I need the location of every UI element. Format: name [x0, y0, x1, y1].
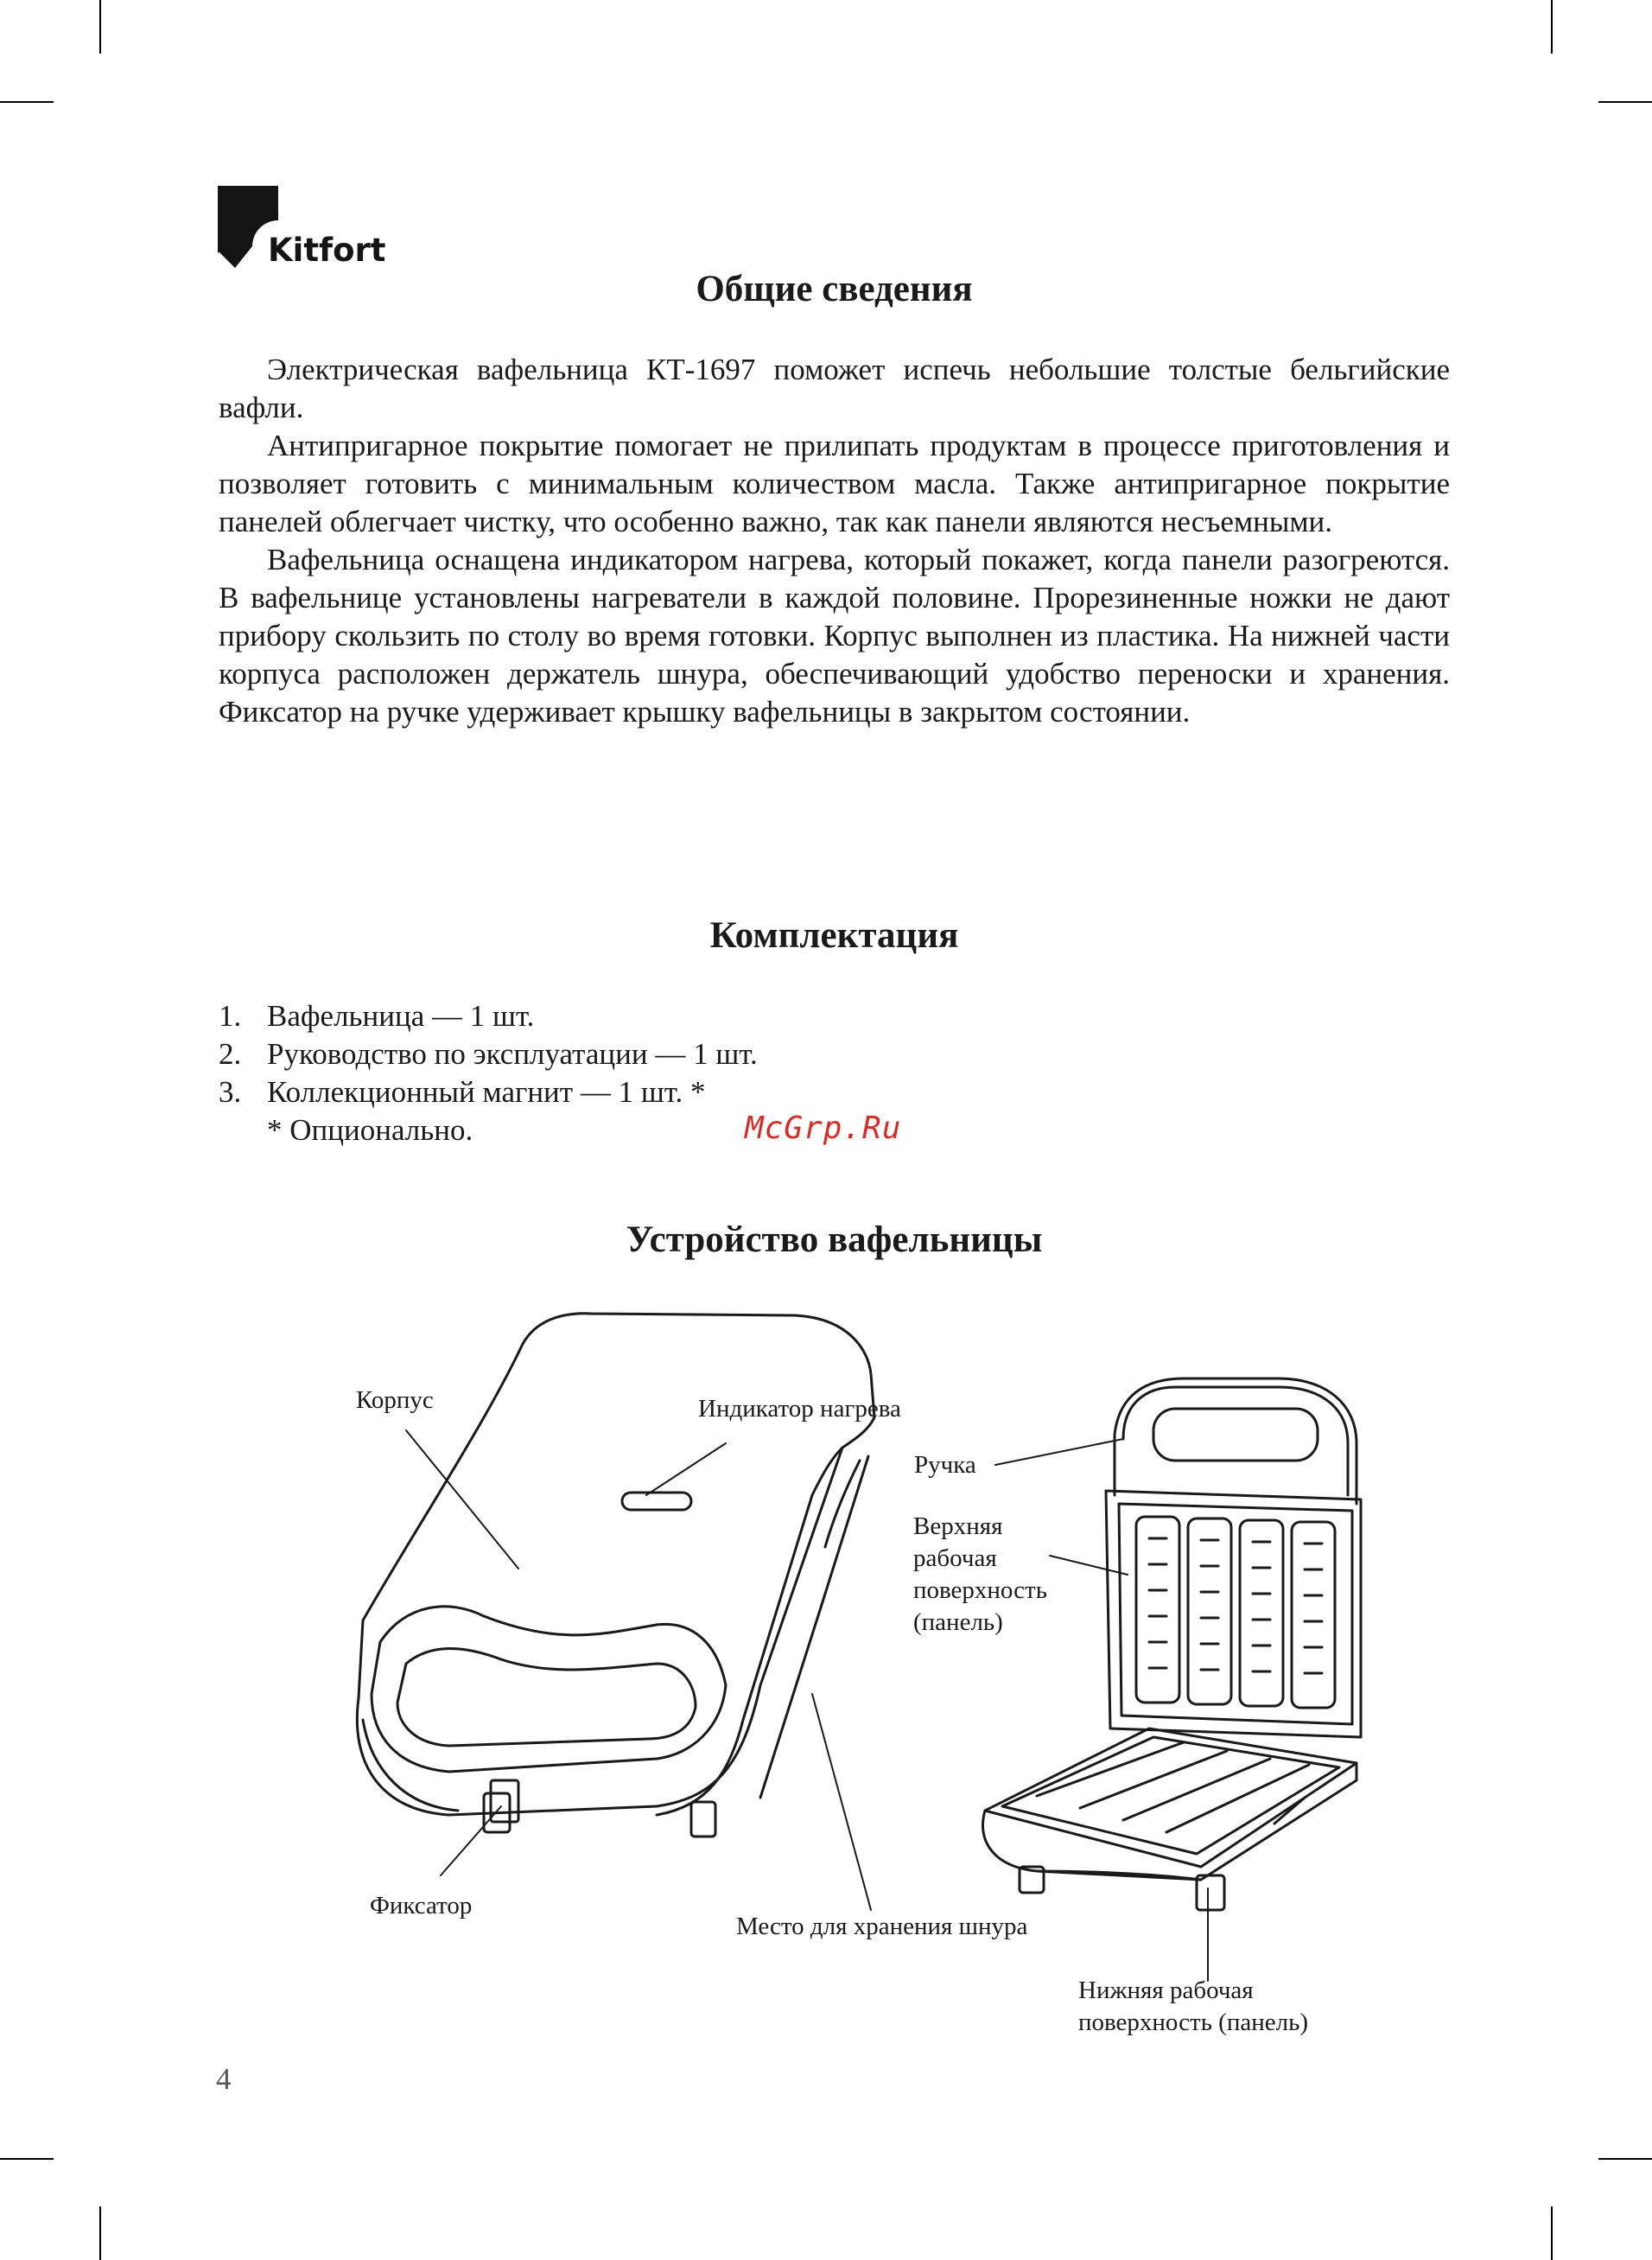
paragraph: Вафельница оснащена индикатором нагрева, который покажет, когда панели разогреются. В вафельнице установлены нагреватели в каждой половине. Прорезиненные ножки не дают прибору скользить по столу во время готовки. Корпус выполнен из пластика. На нижней части корпуса расположен держатель шнура, обеспечивающий удобство переноски и хранения. Фиксатор на ручке удерживает крышку вафельницы в закрытом состоянии.: [219, 543, 1450, 729]
general-info-title: Общие сведения: [696, 269, 973, 309]
label-latch: Фиксатор: [370, 1892, 473, 1919]
list-item: 2. Руководство по эксплуатации — 1 шт.: [219, 1037, 758, 1071]
open-waffle-maker-illustration: [983, 1378, 1362, 1910]
package-title: Комплектация: [709, 915, 959, 956]
list-note: * Опционально.: [267, 1113, 473, 1147]
page-number: 4: [216, 2062, 232, 2096]
closed-waffle-maker-illustration: [357, 1314, 874, 1837]
list-item: 1. Вафельница — 1 шт.: [219, 999, 535, 1033]
watermark: McGrp.Ru: [745, 1111, 902, 1146]
label-upper-panel: Верхняя рабочая поверхность (панель): [913, 1512, 1047, 1636]
label-lower-panel: Нижняя рабочая поверхность (панель): [1078, 1977, 1308, 2036]
list-item: 3. Коллекционный магнит — 1 шт. *: [219, 1075, 706, 1109]
label-handle: Ручка: [914, 1451, 976, 1479]
paragraph: Антипригарное покрытие помогает не прилипать продуктам в процессе приготовления и позволяет готовить с минимальным количеством масла. Также антипригарное покрытие панелей облегчает чистку, что особенно важно, так как панели являются несъемными.: [219, 429, 1450, 538]
label-body: Корпус: [356, 1386, 434, 1414]
paragraph: Электрическая вафельница КТ-1697 поможет испечь небольшие толстые бельгийские вафли.: [219, 353, 1450, 424]
brand-name: Kitfort: [268, 232, 386, 269]
label-indicator: Индикатор нагрева: [698, 1395, 901, 1423]
label-cord-storage: Место для хранения шнура: [736, 1913, 1028, 1940]
device-title: Устройство вафельницы: [626, 1219, 1043, 1260]
